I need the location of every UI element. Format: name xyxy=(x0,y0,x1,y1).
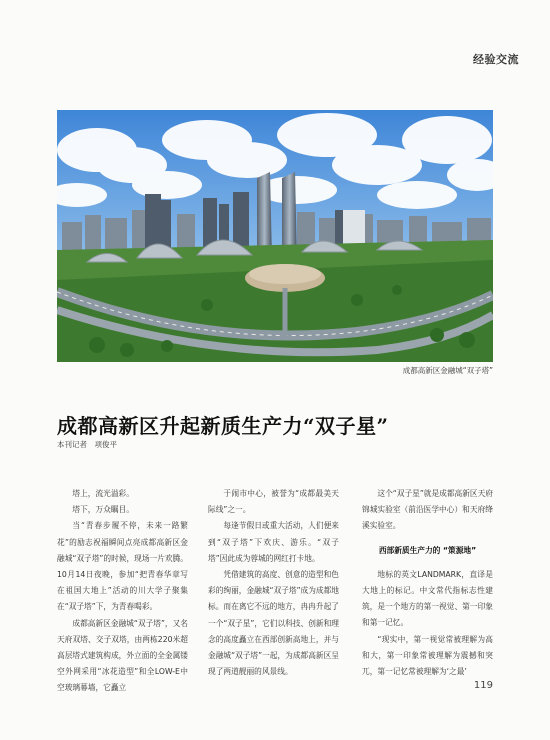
paragraph: 塔下，万众瞩目。 xyxy=(72,505,134,515)
article-title: 成都高新区升起新质生产力“双子星” xyxy=(57,414,389,438)
column-3 xyxy=(362,486,493,680)
page-number: 119 xyxy=(473,680,493,691)
paragraph: 地标的英文LANDMARK，直译是大地上的标记。中文常代指标志性建筑，是一个地方的第一视觉、第一印象和第一记忆。 xyxy=(362,569,493,628)
column-1 xyxy=(57,486,188,697)
cityscape-photo xyxy=(57,110,493,362)
section-subheading: 西部新质生产力的 “策源地” xyxy=(378,545,477,555)
paragraph: 当“青春步履不停，未来一路繁花”的励志祝福瞬间点亮成都高新区金融城“双子塔”的时候，现场一片欢腾。10月14日夜晚，参加“把青春华章写在祖国大地上”活动的川大学子聚集在“双子塔”下，为青春喝彩。 xyxy=(57,521,188,612)
section-label: 经验交流 xyxy=(473,53,519,66)
paragraph: “现实中，第一视觉常被理解为高和大，第一印象常被理解为震撼和突兀，第一记忆常被理解为‘之最’ xyxy=(362,634,493,677)
paragraph: 于闹市中心，被誉为“成都最美天际线”之一。 xyxy=(208,489,339,515)
paragraph: 塔上，流光溢彩。 xyxy=(72,489,134,498)
paragraph: 这个“双子星”就是成都高新区天府锦城实验室（前沿医学中心）和天府绛溪实验室。 xyxy=(362,489,493,531)
paragraph: 每逢节假日或重大活动，人们便来到“双子塔”下欢庆、游乐。“双子塔”因此成为蓉城的网红打卡地。 xyxy=(208,521,339,563)
photo-caption: 成都高新区金融城“双子塔” xyxy=(402,366,493,375)
paragraph: 凭借建筑的高度、创意的造型和色彩的绚丽，金融城“双子塔”成为成都地标。而在离它不远的地方，冉冉升起了一个“双子星”，它们以科技、创新和理念的高度矗立在西部创新高地上，并与金融城“双子塔”一起，为成都高新区呈现了两道靓丽的风景线。 xyxy=(208,570,339,677)
paragraph: 成都高新区金融城“双子塔”，又名天府双塔、交子双塔，由两栋220米超高层塔式建筑构成，外立面的全金属镂空外网采用“冰花造型”和全LOW-E中空玻璃幕墙，它矗立 xyxy=(57,618,188,693)
column-2 xyxy=(208,486,339,680)
article-byline: 本刊记者 项俊平 xyxy=(57,440,117,449)
